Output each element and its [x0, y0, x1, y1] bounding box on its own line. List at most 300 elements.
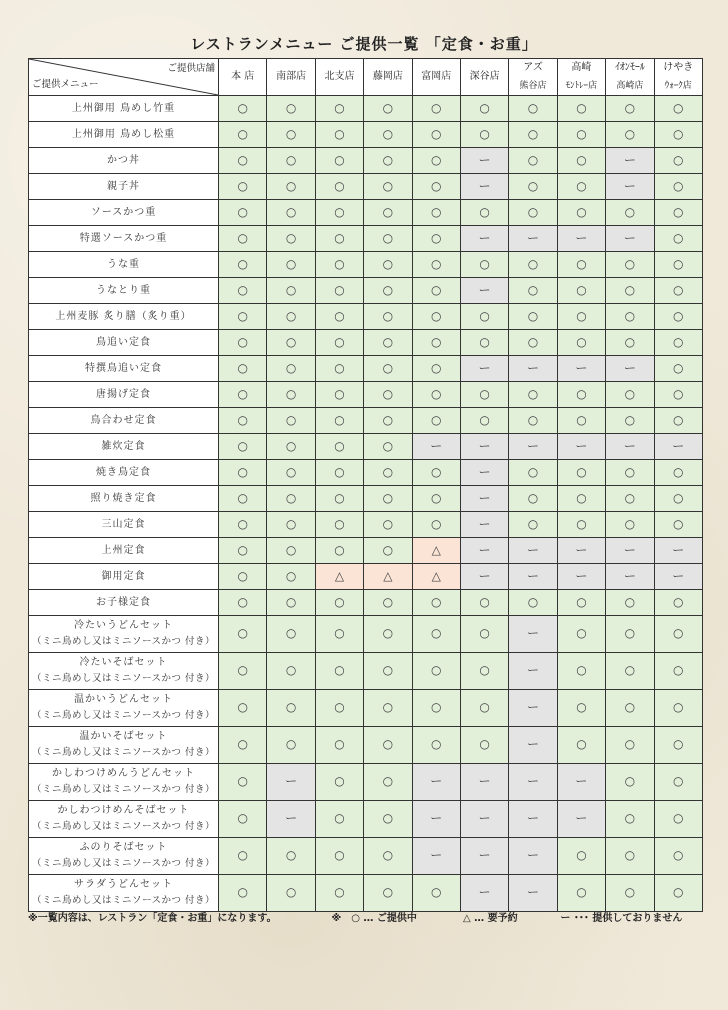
availability-cell: ○ [315, 148, 363, 174]
availability-cell: ○ [509, 330, 557, 356]
availability-cell: ○ [460, 727, 508, 764]
availability-cell: ○ [219, 764, 267, 801]
menu-name: お子様定食 [96, 596, 151, 608]
availability-cell: ○ [315, 486, 363, 512]
availability-cell: ○ [315, 690, 363, 727]
menu-name-cell [29, 690, 219, 727]
menu-name-cell [29, 200, 219, 226]
availability-cell: ○ [267, 304, 315, 330]
table-row [29, 330, 703, 356]
availability-cell: ○ [412, 727, 460, 764]
availability-cell: ○ [219, 148, 267, 174]
availability-cell: ー [460, 174, 508, 200]
availability-cell: ○ [412, 690, 460, 727]
availability-cell: ○ [557, 252, 605, 278]
availability-cell: ○ [509, 590, 557, 616]
availability-cell: ー [606, 174, 654, 200]
availability-cell: ー [509, 727, 557, 764]
table-row [29, 538, 703, 564]
availability-cell: ー [509, 616, 557, 653]
availability-cell: ○ [509, 382, 557, 408]
availability-cell: ○ [460, 590, 508, 616]
availability-cell: ○ [606, 801, 654, 838]
availability-cell: ○ [267, 356, 315, 382]
availability-cell: ○ [557, 174, 605, 200]
availability-cell: ○ [364, 875, 412, 912]
menu-name: ふのりそばセット [79, 842, 168, 854]
menu-name-cell [29, 356, 219, 382]
availability-cell: ー [654, 564, 702, 590]
menu-name: 温かいうどんセット [74, 694, 173, 706]
availability-cell: ○ [460, 690, 508, 727]
availability-cell: ○ [364, 653, 412, 690]
availability-cell: ー [460, 486, 508, 512]
availability-cell: ○ [557, 486, 605, 512]
availability-cell: ○ [267, 174, 315, 200]
menu-name: サラダうどんセット [74, 879, 173, 891]
availability-cell: ○ [412, 252, 460, 278]
availability-cell: ○ [267, 512, 315, 538]
menu-name-cell [29, 174, 219, 200]
availability-cell: ○ [315, 278, 363, 304]
availability-cell: ○ [606, 382, 654, 408]
store-name: 高崎 [571, 62, 592, 73]
menu-name-cell [29, 838, 219, 875]
availability-cell: ○ [654, 200, 702, 226]
availability-cell: ー [460, 875, 508, 912]
availability-cell: ー [557, 538, 605, 564]
availability-cell: ○ [364, 460, 412, 486]
availability-cell: ー [509, 356, 557, 382]
availability-cell: ○ [219, 356, 267, 382]
availability-cell: ー [267, 764, 315, 801]
availability-cell: ○ [557, 200, 605, 226]
menu-name-cell [29, 382, 219, 408]
availability-cell: ー [460, 564, 508, 590]
availability-cell: ー [606, 538, 654, 564]
availability-cell: ー [557, 564, 605, 590]
availability-cell: ○ [364, 356, 412, 382]
availability-cell: ○ [219, 408, 267, 434]
table-row [29, 382, 703, 408]
availability-cell: △ [412, 538, 460, 564]
table-row [29, 434, 703, 460]
availability-cell: ー [267, 801, 315, 838]
availability-cell: ○ [267, 838, 315, 875]
menu-name: 三山定食 [101, 518, 146, 530]
availability-cell: ○ [509, 122, 557, 148]
availability-cell: ○ [315, 200, 363, 226]
availability-cell: ○ [364, 174, 412, 200]
availability-cell: ○ [315, 174, 363, 200]
availability-cell: ○ [654, 252, 702, 278]
menu-name: 親子丼 [107, 180, 140, 192]
availability-cell: ー [606, 226, 654, 252]
availability-cell: ○ [315, 727, 363, 764]
availability-cell: ○ [460, 96, 508, 122]
menu-name-cell [29, 538, 219, 564]
legend-offered: ※ ○ … ご提供中 [331, 913, 417, 924]
availability-cell: ○ [557, 616, 605, 653]
table-row [29, 174, 703, 200]
availability-cell: ○ [364, 382, 412, 408]
availability-cell: ○ [315, 512, 363, 538]
availability-cell: ○ [606, 200, 654, 226]
availability-cell: ○ [267, 434, 315, 460]
availability-cell: ○ [267, 590, 315, 616]
availability-cell: ○ [557, 148, 605, 174]
table-row [29, 278, 703, 304]
availability-cell: ○ [219, 727, 267, 764]
menu-note: （ミニ鳥めし又はミニソースかつ 付き） [31, 858, 216, 870]
availability-cell: ○ [606, 122, 654, 148]
availability-cell: ○ [460, 382, 508, 408]
availability-cell: ○ [654, 408, 702, 434]
availability-cell: ○ [606, 764, 654, 801]
availability-cell: ー [460, 512, 508, 538]
availability-cell: ○ [267, 330, 315, 356]
availability-cell: ○ [219, 690, 267, 727]
availability-cell: ○ [267, 564, 315, 590]
menu-name-cell [29, 226, 219, 252]
availability-cell: ○ [460, 304, 508, 330]
availability-cell: ○ [509, 486, 557, 512]
availability-cell: ー [509, 875, 557, 912]
availability-cell: ○ [654, 727, 702, 764]
availability-cell: ○ [219, 174, 267, 200]
menu-name-cell [29, 616, 219, 653]
availability-cell: ○ [557, 727, 605, 764]
availability-cell: ー [460, 764, 508, 801]
menu-name-cell [29, 564, 219, 590]
availability-cell: ○ [267, 460, 315, 486]
availability-cell: ○ [654, 875, 702, 912]
store-header [606, 59, 654, 96]
availability-cell: ○ [219, 538, 267, 564]
availability-cell: ○ [364, 252, 412, 278]
availability-cell: ○ [557, 590, 605, 616]
availability-cell: ○ [219, 330, 267, 356]
availability-cell: ○ [654, 382, 702, 408]
availability-cell: ○ [654, 653, 702, 690]
table-row [29, 512, 703, 538]
availability-cell: ー [412, 764, 460, 801]
availability-cell: ○ [364, 200, 412, 226]
availability-cell: ー [460, 460, 508, 486]
store-name: 藤岡店 [372, 71, 403, 82]
availability-cell: ○ [315, 460, 363, 486]
availability-cell: ー [460, 838, 508, 875]
availability-cell: ○ [412, 590, 460, 616]
menu-name-cell [29, 801, 219, 838]
availability-cell: ○ [219, 616, 267, 653]
availability-cell: ー [606, 434, 654, 460]
availability-cell: ○ [606, 304, 654, 330]
menu-name-cell [29, 278, 219, 304]
availability-cell: ○ [364, 764, 412, 801]
availability-cell: ○ [557, 330, 605, 356]
availability-cell: ○ [267, 122, 315, 148]
header-row [29, 59, 703, 96]
availability-cell: ○ [412, 330, 460, 356]
availability-cell: ○ [315, 616, 363, 653]
table-row [29, 200, 703, 226]
availability-cell: ○ [654, 690, 702, 727]
availability-cell: ○ [315, 252, 363, 278]
menu-name: うなとり重 [96, 284, 151, 296]
availability-cell: ○ [606, 590, 654, 616]
store-name: 高崎店 [616, 81, 644, 91]
availability-cell: ○ [412, 356, 460, 382]
availability-cell: ○ [412, 460, 460, 486]
availability-cell: ○ [267, 226, 315, 252]
availability-cell: ○ [606, 875, 654, 912]
availability-cell: ー [509, 690, 557, 727]
availability-cell: ○ [219, 564, 267, 590]
availability-cell: ○ [364, 538, 412, 564]
availability-cell: ○ [364, 801, 412, 838]
availability-cell: ○ [219, 653, 267, 690]
availability-cell: ○ [364, 330, 412, 356]
availability-cell: ー [460, 434, 508, 460]
availability-cell: ○ [267, 616, 315, 653]
availability-cell: ○ [509, 96, 557, 122]
availability-cell: ○ [412, 616, 460, 653]
table-row [29, 356, 703, 382]
availability-cell: ○ [557, 875, 605, 912]
availability-cell: ○ [654, 330, 702, 356]
store-header [509, 59, 557, 96]
store-name: アズ [523, 62, 543, 73]
availability-cell: ○ [509, 278, 557, 304]
menu-name: 冷たいうどんセット [74, 620, 173, 632]
availability-cell: ○ [364, 304, 412, 330]
availability-cell: ○ [557, 512, 605, 538]
availability-cell: ○ [412, 226, 460, 252]
availability-cell: ○ [219, 838, 267, 875]
table-row [29, 226, 703, 252]
availability-cell: ○ [412, 304, 460, 330]
availability-cell: ○ [315, 434, 363, 460]
availability-cell: ー [509, 653, 557, 690]
availability-cell: ○ [219, 252, 267, 278]
availability-cell: ○ [654, 486, 702, 512]
menu-name: 特撰鳥追い定食 [85, 362, 162, 374]
availability-cell: ○ [219, 434, 267, 460]
availability-cell: ○ [412, 278, 460, 304]
menu-name-cell [29, 252, 219, 278]
page-title: レストランメニュー ご提供一覧 「定食・お重」 [190, 35, 538, 53]
availability-cell: ○ [267, 408, 315, 434]
store-name: 熊谷店 [519, 81, 547, 91]
availability-cell: ○ [606, 838, 654, 875]
availability-cell: ー [460, 278, 508, 304]
availability-cell: ー [509, 764, 557, 801]
menu-name: 鳥合わせ定食 [90, 414, 157, 426]
menu-note: （ミニ鳥めし又はミニソースかつ 付き） [31, 821, 216, 833]
availability-cell: ー [412, 434, 460, 460]
availability-cell: ○ [460, 616, 508, 653]
availability-cell: ○ [557, 838, 605, 875]
store-name: 南部店 [276, 71, 307, 82]
menu-name: 唐揚げ定食 [96, 388, 151, 400]
availability-cell: ○ [219, 512, 267, 538]
availability-cell: ○ [219, 460, 267, 486]
menu-name-cell [29, 96, 219, 122]
store-header [364, 59, 412, 96]
availability-cell: ○ [460, 200, 508, 226]
availability-cell: ○ [315, 122, 363, 148]
availability-cell: ○ [315, 801, 363, 838]
availability-cell: ○ [509, 174, 557, 200]
availability-cell: ○ [509, 408, 557, 434]
availability-cell: ○ [606, 330, 654, 356]
availability-cell: ○ [364, 278, 412, 304]
availability-cell: ー [606, 564, 654, 590]
availability-cell: ○ [654, 838, 702, 875]
availability-cell: ○ [412, 96, 460, 122]
availability-cell: ○ [412, 653, 460, 690]
availability-cell: ○ [412, 875, 460, 912]
availability-cell: ○ [557, 408, 605, 434]
availability-cell: ○ [509, 460, 557, 486]
legend-reserve: △ … 要予約 [462, 913, 518, 924]
availability-cell: ○ [654, 512, 702, 538]
availability-cell: ○ [219, 801, 267, 838]
availability-cell: ○ [267, 538, 315, 564]
availability-cell: ○ [219, 96, 267, 122]
availability-cell: ○ [460, 122, 508, 148]
availability-cell: ー [460, 801, 508, 838]
store-name: ｳｫｰｸ店 [664, 81, 692, 91]
menu-note: （ミニ鳥めし又はミニソースかつ 付き） [31, 747, 216, 759]
legend-not-offered: ー ･･･ 提供しておりません [560, 913, 683, 924]
availability-cell: ○ [219, 875, 267, 912]
availability-cell: ー [412, 838, 460, 875]
availability-cell: ○ [606, 616, 654, 653]
availability-cell: ○ [267, 200, 315, 226]
availability-cell: ○ [509, 200, 557, 226]
store-name: 深谷店 [469, 71, 500, 82]
availability-cell: ○ [557, 653, 605, 690]
availability-cell: ○ [654, 590, 702, 616]
availability-cell: ○ [219, 486, 267, 512]
availability-cell: ○ [654, 304, 702, 330]
menu-name: うな重 [107, 258, 140, 270]
store-name: ｲｵﾝﾓｰﾙ [614, 62, 645, 73]
availability-cell: ○ [267, 727, 315, 764]
availability-cell: ○ [606, 252, 654, 278]
availability-cell: ○ [557, 96, 605, 122]
availability-cell: ○ [509, 148, 557, 174]
table-row [29, 875, 703, 912]
table-row [29, 653, 703, 690]
availability-cell: ○ [364, 408, 412, 434]
menu-name-cell [29, 408, 219, 434]
table-row [29, 304, 703, 330]
availability-cell: ○ [509, 304, 557, 330]
menu-name: 照り焼き定食 [90, 492, 157, 504]
table-row [29, 460, 703, 486]
availability-cell: ー [509, 838, 557, 875]
corner-header [29, 59, 219, 96]
menu-name: 雑炊定食 [101, 440, 146, 452]
table-row [29, 727, 703, 764]
availability-cell: ○ [412, 382, 460, 408]
availability-cell: ー [509, 564, 557, 590]
menu-name: 冷たいそばセット [79, 657, 168, 669]
footer-note: ※一覧内容は、レストラン「定食・お重」になります。 [28, 913, 277, 924]
availability-cell: ○ [219, 122, 267, 148]
availability-cell: ○ [606, 512, 654, 538]
availability-cell: ○ [364, 486, 412, 512]
availability-cell: ○ [315, 356, 363, 382]
availability-cell: ○ [267, 96, 315, 122]
menu-name-cell [29, 304, 219, 330]
availability-cell: ○ [364, 590, 412, 616]
availability-cell: ○ [364, 690, 412, 727]
menu-axis-label: ご提供メニュー [32, 78, 99, 90]
availability-cell: ○ [315, 226, 363, 252]
availability-cell: ○ [412, 148, 460, 174]
menu-name-cell [29, 148, 219, 174]
availability-cell: ○ [557, 460, 605, 486]
availability-cell: ○ [315, 330, 363, 356]
availability-cell: ○ [315, 408, 363, 434]
table-row [29, 590, 703, 616]
table-row [29, 408, 703, 434]
availability-cell: ○ [267, 148, 315, 174]
menu-name: かつ丼 [107, 154, 140, 166]
menu-note: （ミニ鳥めし又はミニソースかつ 付き） [31, 673, 216, 685]
availability-cell: ○ [315, 382, 363, 408]
availability-cell: ー [460, 148, 508, 174]
menu-name: ソースかつ重 [90, 206, 157, 218]
availability-cell: ○ [364, 148, 412, 174]
availability-cell: ○ [315, 653, 363, 690]
table-row [29, 564, 703, 590]
store-header [412, 59, 460, 96]
store-header [654, 59, 702, 96]
menu-availability-table [28, 58, 703, 912]
menu-name-cell [29, 512, 219, 538]
availability-cell: ー [460, 538, 508, 564]
availability-cell: ○ [364, 122, 412, 148]
menu-name-cell [29, 460, 219, 486]
availability-cell: ○ [267, 278, 315, 304]
availability-cell: ○ [606, 278, 654, 304]
availability-cell: ○ [364, 434, 412, 460]
availability-cell: ○ [654, 148, 702, 174]
availability-cell: ○ [364, 838, 412, 875]
menu-name: 上州麦豚 炙り膳（炙り重） [55, 310, 192, 322]
availability-cell: ○ [364, 512, 412, 538]
availability-cell: ○ [606, 460, 654, 486]
availability-cell: ○ [315, 838, 363, 875]
menu-name-cell [29, 122, 219, 148]
table-row [29, 148, 703, 174]
availability-cell: ー [460, 356, 508, 382]
availability-cell: ○ [412, 512, 460, 538]
availability-cell: ○ [412, 200, 460, 226]
menu-name-cell [29, 590, 219, 616]
availability-cell: ○ [460, 408, 508, 434]
availability-cell: ○ [460, 330, 508, 356]
availability-cell: ○ [412, 408, 460, 434]
availability-cell: △ [315, 564, 363, 590]
availability-cell: ○ [219, 590, 267, 616]
availability-cell: ー [557, 226, 605, 252]
